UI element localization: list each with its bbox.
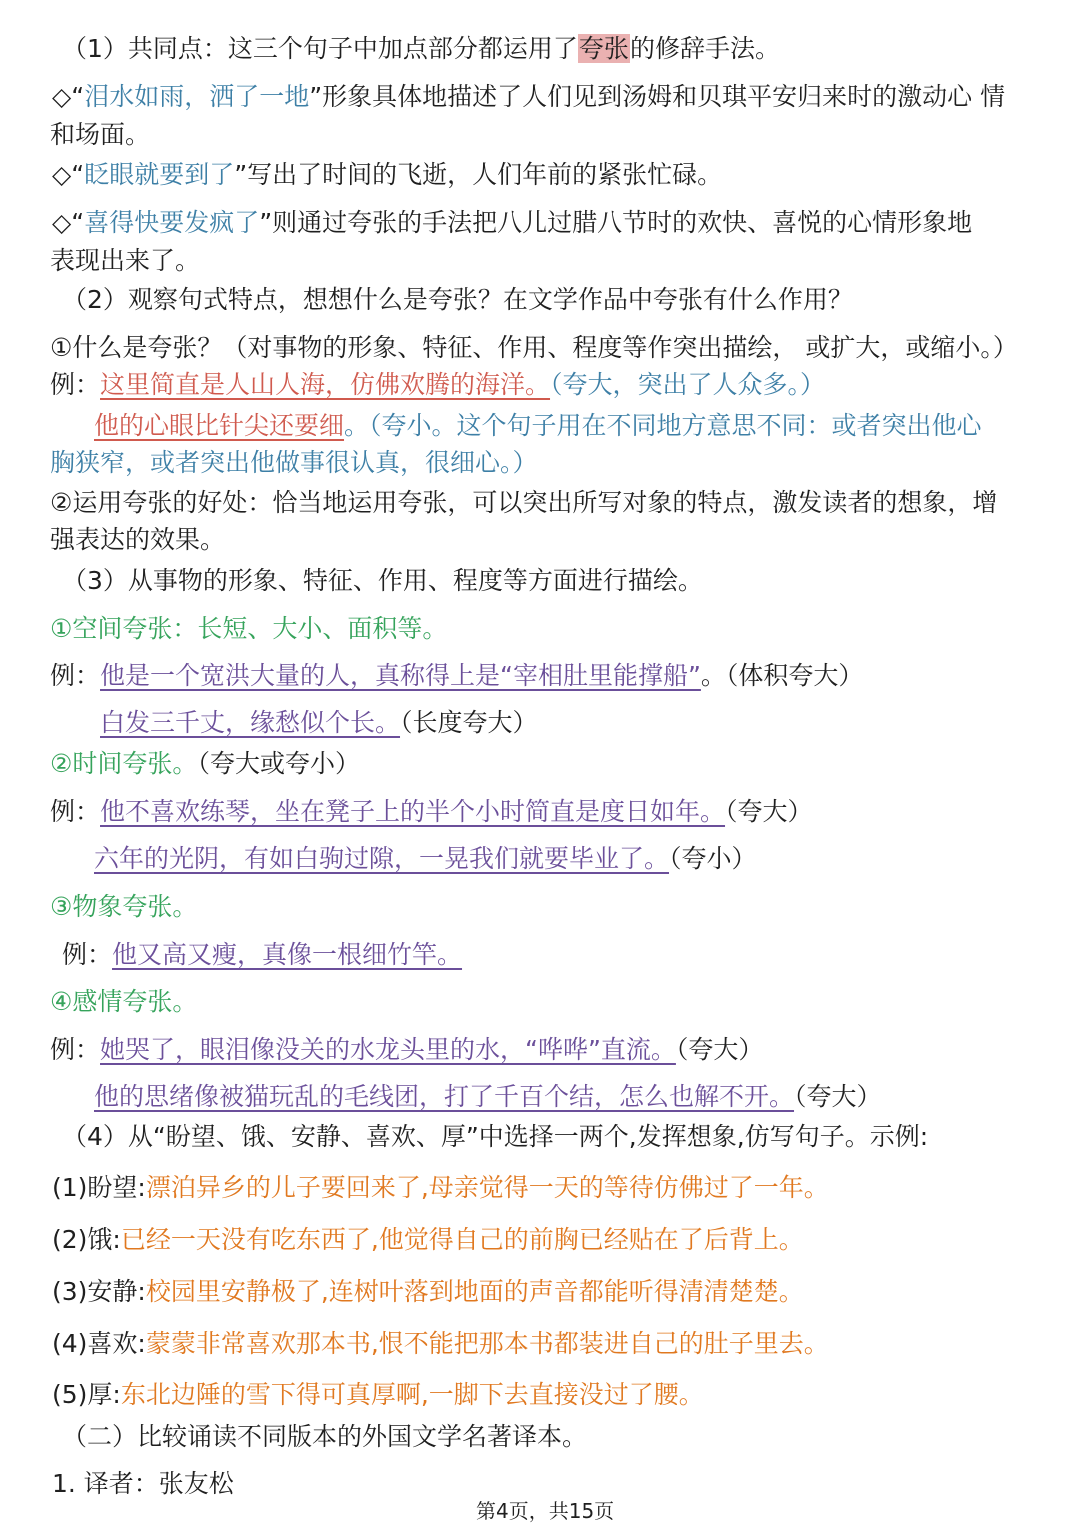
type-title: 感情夸张。	[72, 987, 198, 1016]
diamond-bullet: ◇“	[52, 160, 85, 189]
imitation-item	[52, 1331, 829, 1356]
imitation-item	[52, 1227, 804, 1252]
imitation-item	[52, 1175, 829, 1200]
bullet-3-text: ”则通过夸张的手法把八儿过腊八节时的欢快、喜悦的心情形象地	[259, 208, 973, 237]
item-label: (1)盼望:	[52, 1173, 146, 1202]
bullet-3	[52, 210, 972, 235]
sec2-question-2-line2: 强表达的效果。	[50, 525, 226, 554]
sec1-heading-text: （1）共同点：这三个句子中加点部分都运用了	[62, 34, 578, 63]
bullet-1-line2: 和场面。	[50, 120, 151, 149]
diamond-bullet: ◇“	[52, 82, 85, 111]
example-label: 例：	[50, 370, 101, 399]
example-sentence: 六年的光阴，有如白驹过隙，一晃我们就要毕业了。	[94, 844, 670, 873]
item-text: 校园里安静极了,连树叶落到地面的声音都能听得清清楚楚。	[145, 1277, 804, 1306]
item-number: ②	[50, 749, 73, 778]
type4-example-1	[50, 1037, 763, 1062]
bullet-1	[52, 84, 1005, 109]
type-note: （夸大或夸小）	[197, 749, 360, 778]
example-note: （夸大）	[794, 1082, 882, 1111]
item-number: ④	[50, 987, 73, 1016]
item-text: 漂泊异乡的儿子要回来了,母亲觉得一天的等待仿佛过了一年。	[145, 1173, 829, 1202]
page-number: 第4页，共15页	[476, 1499, 615, 1523]
highlighted-term: 夸张	[578, 34, 629, 63]
type-time-exaggeration	[50, 751, 360, 776]
imitation-item	[52, 1382, 704, 1407]
diamond-bullet: ◇“	[52, 208, 85, 237]
sec2-question-2: ②运用夸张的好处：恰当地运用夸张，可以突出所写对象的特点，激发读者的想象，增	[50, 488, 998, 517]
example-sentence: 他是一个宽洪大量的人，真称得上是“宰相肚里能撑船”	[100, 661, 701, 690]
sec2-question-1: ①什么是夸张？（对事物的形象、特征、作用、程度等作突出描绘， 或扩大，或缩小。）	[50, 333, 1018, 362]
example-sentence: 白发三千丈，缘愁似个长。	[100, 708, 401, 737]
example-sentence: 他不喜欢练琴，坐在凳子上的半个小时简直是度日如年。	[100, 797, 726, 826]
example-note: （夸大）	[725, 797, 813, 826]
item-label: (2)饿:	[52, 1225, 121, 1254]
example-note: （夸大，突出了人众多。）	[550, 370, 826, 399]
sec4-heading: （4）从“盼望、饿、安静、喜欢、厚”中选择一两个,发挥想象,仿写句子。示例:	[62, 1122, 929, 1151]
item-text: 已经一天没有吃东西了,他觉得自己的前胸已经贴在了后背上。	[120, 1225, 804, 1254]
type-emotion-exaggeration	[50, 989, 197, 1014]
type2-example-1	[50, 799, 813, 824]
item-text: 蒙蒙非常喜欢那本书,恨不能把那本书都装进自己的肚子里去。	[145, 1329, 829, 1358]
example-note: 。（夸小。这个句子用在不同地方意思不同：或者突出他心	[344, 411, 982, 440]
example-sentence: 他又高又瘦，真像一根细竹竿。	[112, 940, 463, 969]
sec5-heading: （二）比较诵读不同版本的外国文学名著译本。	[62, 1422, 588, 1451]
bullet-2-quote: 眨眼就要到了	[84, 160, 235, 189]
type-space-exaggeration: ①空间夸张：长短、大小、面积等。	[50, 614, 448, 643]
example-label: 例：	[50, 797, 101, 826]
example-note: （夸小）	[669, 844, 757, 873]
example-note: （夸大）	[675, 1035, 764, 1064]
bullet-2-text: ”写出了时间的飞逝，人们年前的紧张忙碌。	[234, 160, 723, 189]
sec2-example-1	[50, 372, 825, 397]
bullet-3-quote: 喜得快要发疯了	[84, 208, 260, 237]
item-label: (4)喜欢:	[52, 1329, 146, 1358]
type1-example-2	[100, 710, 538, 735]
bullet-1-quote: 泪水如雨，洒了一地	[84, 82, 310, 111]
sec1-heading	[62, 36, 780, 61]
bullet-1-text: ”形象具体地描述了人们见到汤姆和贝琪平安归来时的激动心 情	[309, 82, 1006, 111]
sec3-heading: （3）从事物的形象、特征、作用、程度等方面进行描绘。	[62, 566, 703, 595]
example-label: 例：	[50, 661, 101, 690]
type-title: 时间夸张。	[72, 749, 198, 778]
example-note: （长度夸大）	[400, 708, 538, 737]
bullet-2	[52, 162, 722, 187]
example-label: 例：	[62, 940, 113, 969]
sec1-heading-tail: 的修辞手法。	[629, 34, 780, 63]
bullet-3-line2: 表现出来了。	[50, 246, 201, 275]
translator-line: 1. 译者：张友松	[52, 1469, 234, 1498]
type4-example-2	[94, 1084, 882, 1109]
example-sentence: 他的心眼比针尖还要细	[94, 411, 345, 440]
imitation-item	[52, 1279, 804, 1304]
type2-example-2	[94, 846, 757, 871]
item-number: ③	[50, 892, 73, 921]
item-text: 东北边陲的雪下得可真厚啊,一脚下去直接没过了腰。	[120, 1380, 704, 1409]
item-label: (5)厚:	[52, 1380, 121, 1409]
type3-example	[62, 942, 462, 967]
type-object-exaggeration	[50, 894, 197, 919]
example-sentence: 他的思绪像被猫玩乱的毛线团，打了千百个结，怎么也解不开。	[94, 1082, 795, 1111]
type1-example-1	[50, 663, 863, 688]
item-label: (3)安静:	[52, 1277, 146, 1306]
sec2-example-2-line2: 胸狭窄，或者突出他做事很认真，很细心。）	[50, 448, 538, 477]
example-note: 。（体积夸大）	[700, 661, 864, 690]
example-sentence: 这里简直是人山人海，仿佛欢腾的海洋。	[100, 370, 551, 399]
example-label: 例：	[50, 1035, 101, 1064]
sec2-heading: （2）观察句式特点，想想什么是夸张？在文学作品中夸张有什么作用？	[62, 285, 853, 314]
sec2-example-2	[94, 413, 982, 438]
type-title: 物象夸张。	[72, 892, 198, 921]
example-sentence: 她哭了，眼泪像没关的水龙头里的水，“哗哗”直流。	[100, 1035, 676, 1064]
